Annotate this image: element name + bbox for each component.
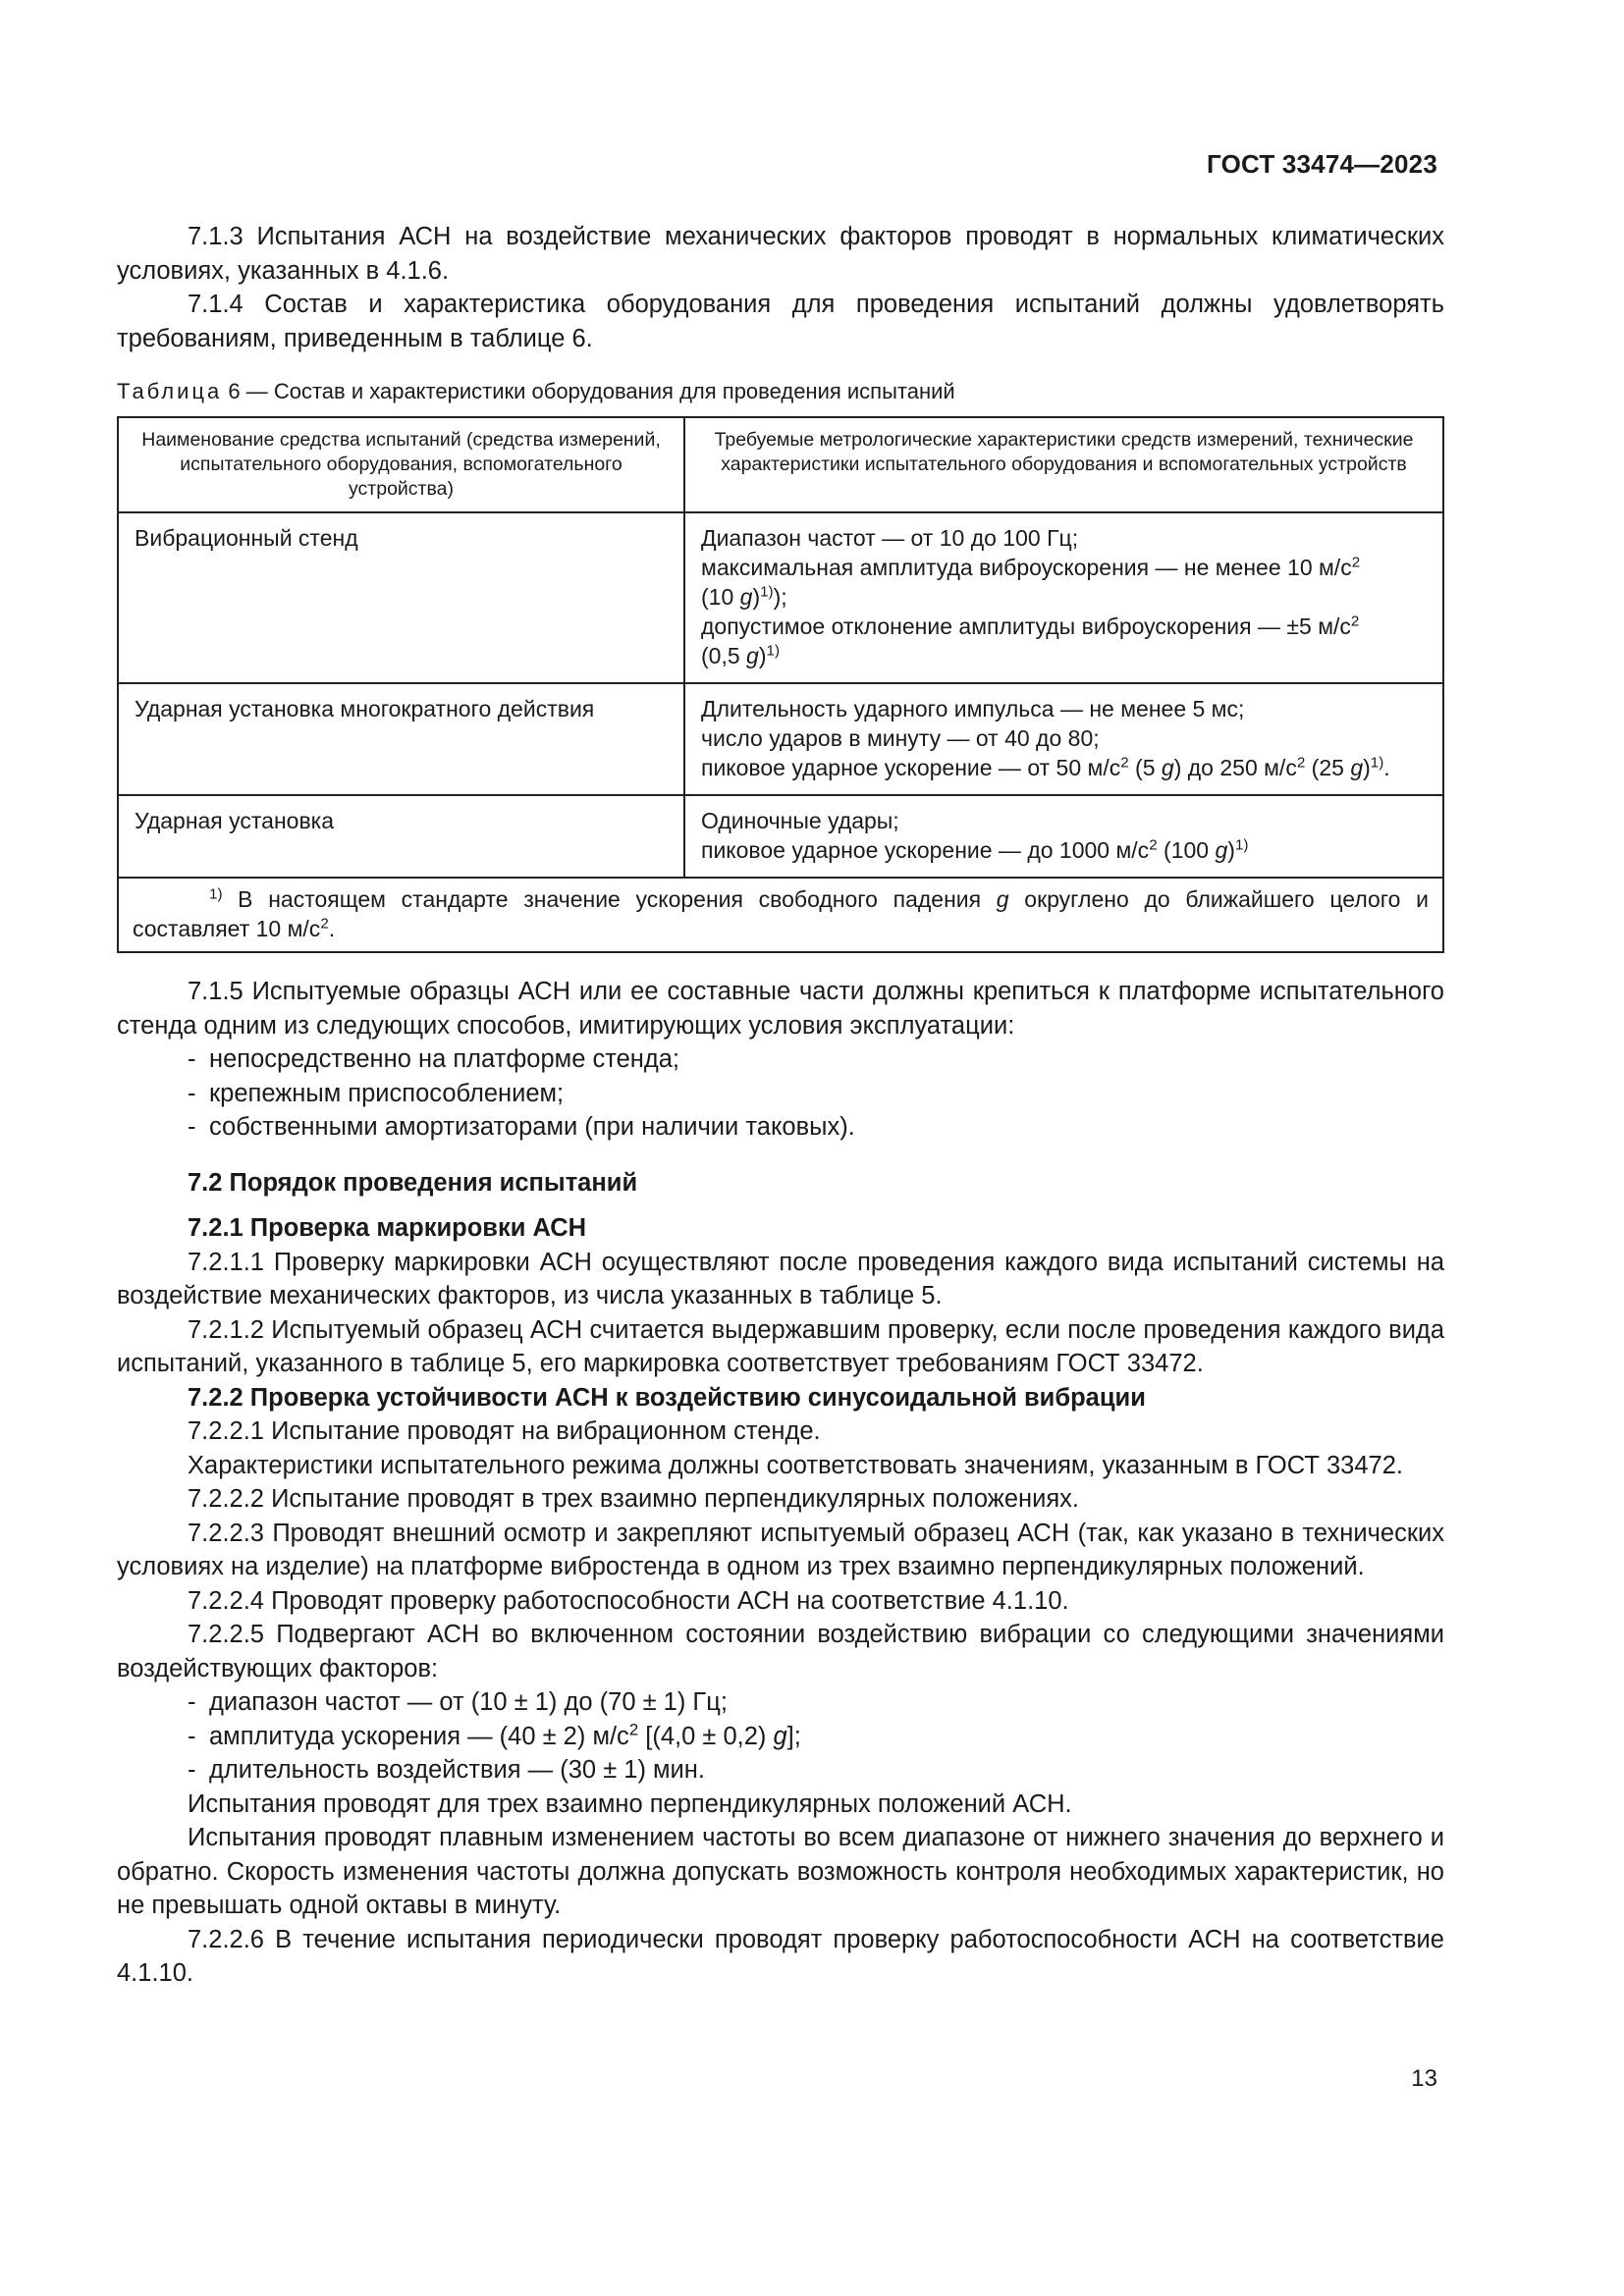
row-spec-vibration-stand: Диапазон частот — от 10 до 100 Гц; максимальная амплитуда виброускорения — не менее 10 $м/с^2$ (10 g)$^{1)}$); допустимое отклонение амплитуды виброускорения — ±5 $м/с^2$ (0,5 g)$^{1)}$ [684,512,1443,683]
list-item: - собственными амортизаторами (при наличии таковых). [188,1113,855,1141]
table-caption [117,377,1444,406]
column-header-characteristics: Требуемые метрологические характеристики средств измерений, технические характеристики испытательного оборудования и вспомогательных устройств [684,417,1443,512]
row-name-multi-impact-unit: Ударная установка многократного действия [118,683,684,795]
paragraph-7-2-2-1: 7.2.2.1 Испытание проводят на вибрационном стенде. [188,1417,821,1445]
list-item: - амплитуда ускорения — (40 ± 2) $м/с^2$ [(4,0 ± 0,2) g]; [188,1720,801,1750]
paragraph-7-1-5: 7.1.5 Испытуемые образцы АСН или ее составные части должны крепиться к платформе испытательного стенда одним из следующих способов, имитирующих условия эксплуатации: [117,978,1444,1040]
paragraph-smooth-sweep: Испытания проводят плавным изменением частоты во всем диапазоне от нижнего значения до верхнего и обратно. Скорость изменения частоты должна допускать возможность контроля необходимых характеристик, но не превышать одной октавы в минуту. [117,1824,1444,1919]
paragraph-7-2-1-1: 7.2.1.1 Проверку маркировки АСН осуществляют после проведения каждого вида испытаний системы на воздействие механических факторов, из числа указанных в таблице 5. [117,1248,1444,1309]
list-item: - крепежным приспособлением; [188,1079,565,1107]
page-number: 13 [1411,2065,1437,2092]
paragraph-7-2-2-3: 7.2.2.3 Проводят внешний осмотр и закрепляют испытуемый образец АСН (так, как указано в технических условиях на изделие) на платформе вибростенда в одном из трех взаимно перпендикулярных положений. [117,1519,1444,1580]
paragraph-7-2-2-4: 7.2.2.4 Проводят проверку работоспособности АСН на соответствие 4.1.10. [188,1586,1069,1615]
table-footnote-row [118,878,1443,952]
list-item: - непосредственно на платформе стенда; [188,1045,680,1073]
equipment-table [117,416,1444,953]
table-row [118,795,1443,878]
page-content [117,220,1444,1991]
standard-header: ГОСТ 33474—2023 [1207,149,1437,179]
paragraph-three-positions: Испытания проводят для трех взаимно перпендикулярных положений АСН. [188,1789,1072,1818]
paragraph-7-2-2-5: 7.2.2.5 Подвергают АСН во включенном состоянии воздействию вибрации со следующими значениями воздействующих факторов: [117,1621,1444,1682]
column-header-equipment: Наименование средства испытаний (средства измерений, испытательного оборудования, вспомогательного устройства) [118,417,684,512]
list-item: - диапазон частот — от (10 ± 1) до (70 ± 1) Гц; [188,1688,728,1716]
table-caption-word: Таблица [117,379,223,403]
section-heading-7-2-1: 7.2.1 Проверка маркировки АСН [188,1214,587,1242]
paragraph-characteristics: Характеристики испытательного режима должны соответствовать значениям, указанным в ГОСТ 33472. [188,1451,1403,1479]
list-item: - длительность воздействия — (30 ± 1) мин. [188,1756,705,1784]
row-spec-impact-unit: Одиночные удары; пиковое ударное ускорение — до 1000 $м/с^2$ (100 g)$^{1)}$ [684,795,1443,878]
section-heading-7-2-2: 7.2.2 Проверка устойчивости АСН к воздействию синусоидальной вибрации [188,1383,1146,1412]
row-spec-multi-impact-unit: Длительность ударного импульса — не менее 5 мс; число ударов в минуту — от 40 до 80; пиковое ударное ускорение — от 50 $м/с^2$ (5 g) до 250 $м/с^2$ (25 g)$^{1)}$. [684,683,1443,795]
row-name-vibration-stand: Вибрационный стенд [118,512,684,683]
paragraph-7-2-2-2: 7.2.2.2 Испытание проводят в трех взаимно перпендикулярных положениях. [188,1485,1079,1513]
paragraph-7-1-4: 7.1.4 Состав и характеристика оборудования для проведения испытаний должны удовлетворять требованиям, приведенным в таблице 6. [117,291,1444,352]
table-header-row [118,417,1443,512]
table-caption-text: 6 — Состав и характеристики оборудования для проведения испытаний [222,379,955,403]
section-heading-7-2: 7.2 Порядок проведения испытаний [188,1168,638,1197]
paragraph-7-1-3: 7.1.3 Испытания АСН на воздействие механических факторов проводят в нормальных климатических условиях, указанных в 4.1.6. [117,223,1444,285]
table-footnote: $^{1)}$ В настоящем стандарте значение ускорения свободного падения g округлено до ближайшего целого и составляет 10 $м/с^2$. [118,878,1443,952]
paragraph-7-2-1-2: 7.2.1.2 Испытуемый образец АСН считается выдержавшим проверку, если после проведения каждого вида испытаний, указанного в таблице 5, его маркировка соответствует требованиям ГОСТ 33472. [117,1315,1444,1377]
row-name-impact-unit: Ударная установка [118,795,684,878]
paragraph-7-2-2-6: 7.2.2.6 В течение испытания периодически проводят проверку работоспособности АСН на соответствие 4.1.10. [117,1925,1444,1987]
table-row [118,512,1443,683]
table-row [118,683,1443,795]
